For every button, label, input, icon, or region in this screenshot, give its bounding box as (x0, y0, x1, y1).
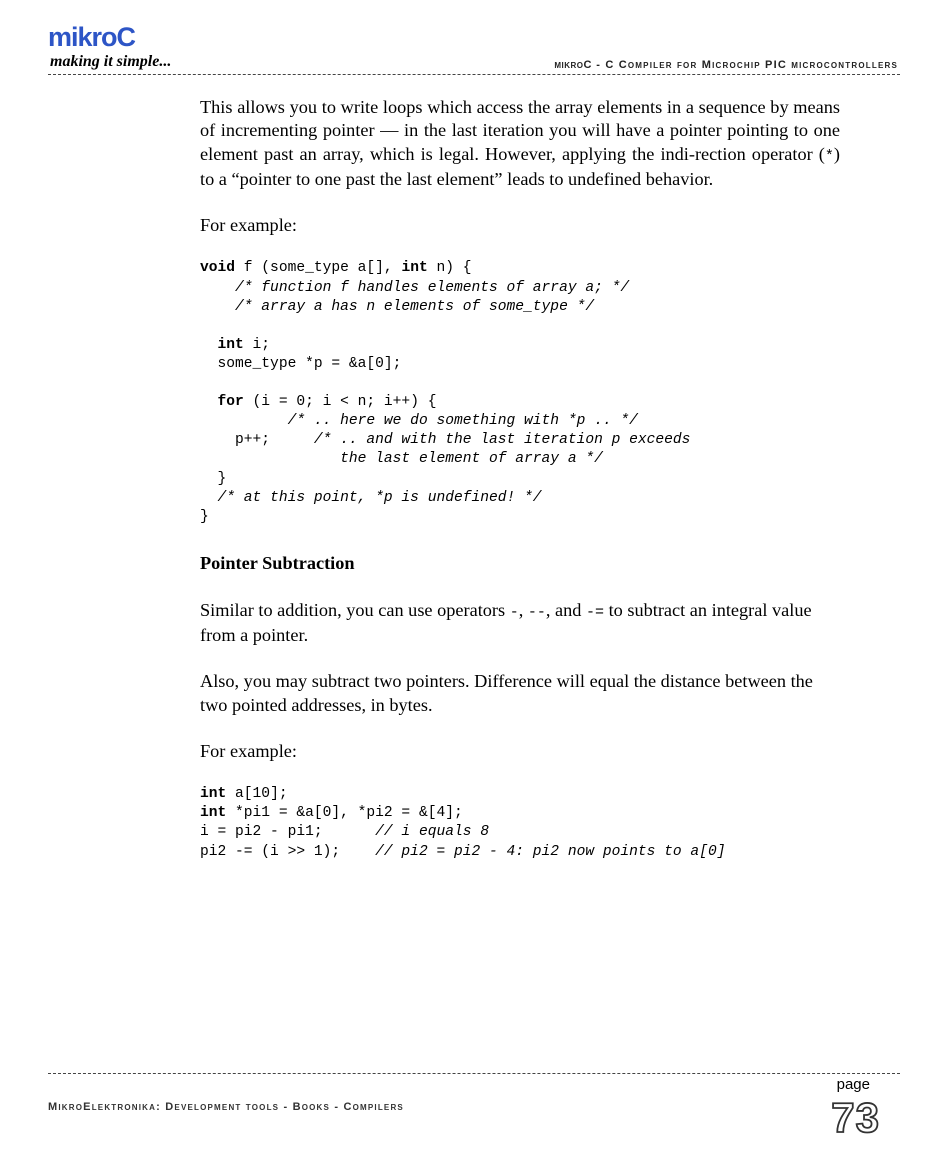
code-line (200, 260, 472, 276)
page-content (200, 96, 840, 862)
code-text: p++; (200, 432, 314, 449)
code-keyword: for (217, 394, 244, 411)
code-text: } (200, 508, 209, 525)
code-text: } (200, 470, 227, 487)
code-text (200, 413, 288, 429)
header-title-rest: - C Compiler for Microchip PIC microcontrollers (591, 59, 898, 71)
code-text: some_type *p = &a[0]; (200, 355, 402, 372)
header-divider (48, 74, 900, 75)
footer-divider (48, 1073, 900, 1074)
indirection-operator: * (824, 147, 834, 165)
code-text: f (some_type a[], (235, 260, 402, 277)
code-text: n) { (427, 260, 472, 277)
page-label: page (836, 1076, 870, 1093)
subtraction-text-end: to subtract an integral value from a pointer. (200, 599, 812, 646)
code-line (200, 490, 542, 506)
code-comment: /* .. here we do something with *p .. */ (287, 413, 638, 430)
code-text (200, 490, 218, 506)
code-keyword: int (401, 260, 428, 277)
code-line (200, 451, 603, 467)
code-text: a[10]; (226, 786, 288, 803)
code-text (200, 280, 235, 296)
code-comment: /* at this point, *p is undefined! */ (217, 489, 542, 506)
code-line (200, 356, 401, 372)
header-title (554, 58, 898, 72)
code-comment: the last element of array a */ (340, 451, 603, 468)
code-line (200, 786, 288, 802)
code-keyword: void (200, 260, 236, 277)
code-line (200, 805, 463, 821)
code-line (200, 413, 638, 429)
code-text (200, 299, 235, 315)
separator-1: , (518, 599, 528, 620)
header-title-brand: mikroC (554, 59, 592, 71)
code-comment: /* .. and with the last iteration p exceeds (313, 432, 691, 449)
page-number: 73 (831, 1094, 880, 1141)
tagline: making it simple... (50, 53, 172, 70)
footer-publisher: MikroElektronika: Development tools - Books - Compilers (48, 1101, 404, 1113)
code-line (200, 824, 489, 840)
for-example-label-1: For example: (200, 215, 297, 236)
code-line (200, 471, 226, 487)
code-text: i = pi2 - pi1; (200, 824, 376, 841)
subtraction-paragraph (200, 599, 840, 648)
minus-assign-operator: -= (585, 603, 604, 621)
code-line (200, 432, 690, 448)
code-line (200, 337, 270, 353)
code-comment: /* array a has n elements of some_type */ (235, 298, 595, 315)
code-text (200, 337, 218, 353)
separator-2: , and (545, 599, 586, 620)
code-text: i; (243, 336, 271, 353)
for-example-label-2: For example: (200, 740, 297, 761)
code-keyword: int (200, 805, 227, 822)
code-line (200, 299, 594, 315)
code-keyword: int (217, 336, 244, 353)
code-line (200, 280, 629, 296)
code-comment: /* function f handles elements of array a; */ (235, 279, 630, 296)
code-line (200, 394, 436, 410)
code-comment: // pi2 = pi2 - 4: pi2 now points to a[0] (375, 843, 726, 860)
minus-operator: - (509, 603, 519, 621)
code-keyword: int (200, 786, 227, 803)
difference-paragraph: Also, you may subtract two pointers. Difference will equal the distance between the two pointed addresses, in bytes. (200, 671, 813, 715)
intro-paragraph (200, 96, 840, 191)
code-block-2 (200, 785, 840, 861)
code-text: pi2 -= (i >> 1); (200, 843, 376, 860)
code-block-1 (200, 259, 840, 526)
code-text: *pi1 = &a[0], *pi2 = &[4]; (226, 805, 463, 822)
decrement-operator: -- (527, 603, 546, 621)
logo: mikroC (48, 22, 136, 52)
code-line (200, 844, 725, 860)
code-text (200, 394, 218, 410)
code-comment: // i equals 8 (375, 824, 490, 841)
intro-text-start: This allows you to write loops which access the array elements in a sequence by means of incrementing pointer — in the last iteration you will have a pointer pointing to one element past an array, which is legal. However, applying the indi-rection operator ( (200, 97, 840, 164)
section-heading: Pointer Subtraction (200, 552, 355, 573)
intro-text-end: ) to a “pointer to one past the last element” leads to undefined behavior. (200, 143, 840, 189)
code-text: (i = 0; i < n; i++) { (243, 394, 437, 411)
code-line (200, 509, 209, 525)
code-text (200, 451, 340, 467)
subtraction-text-start: Similar to addition, you can use operators (200, 599, 510, 620)
